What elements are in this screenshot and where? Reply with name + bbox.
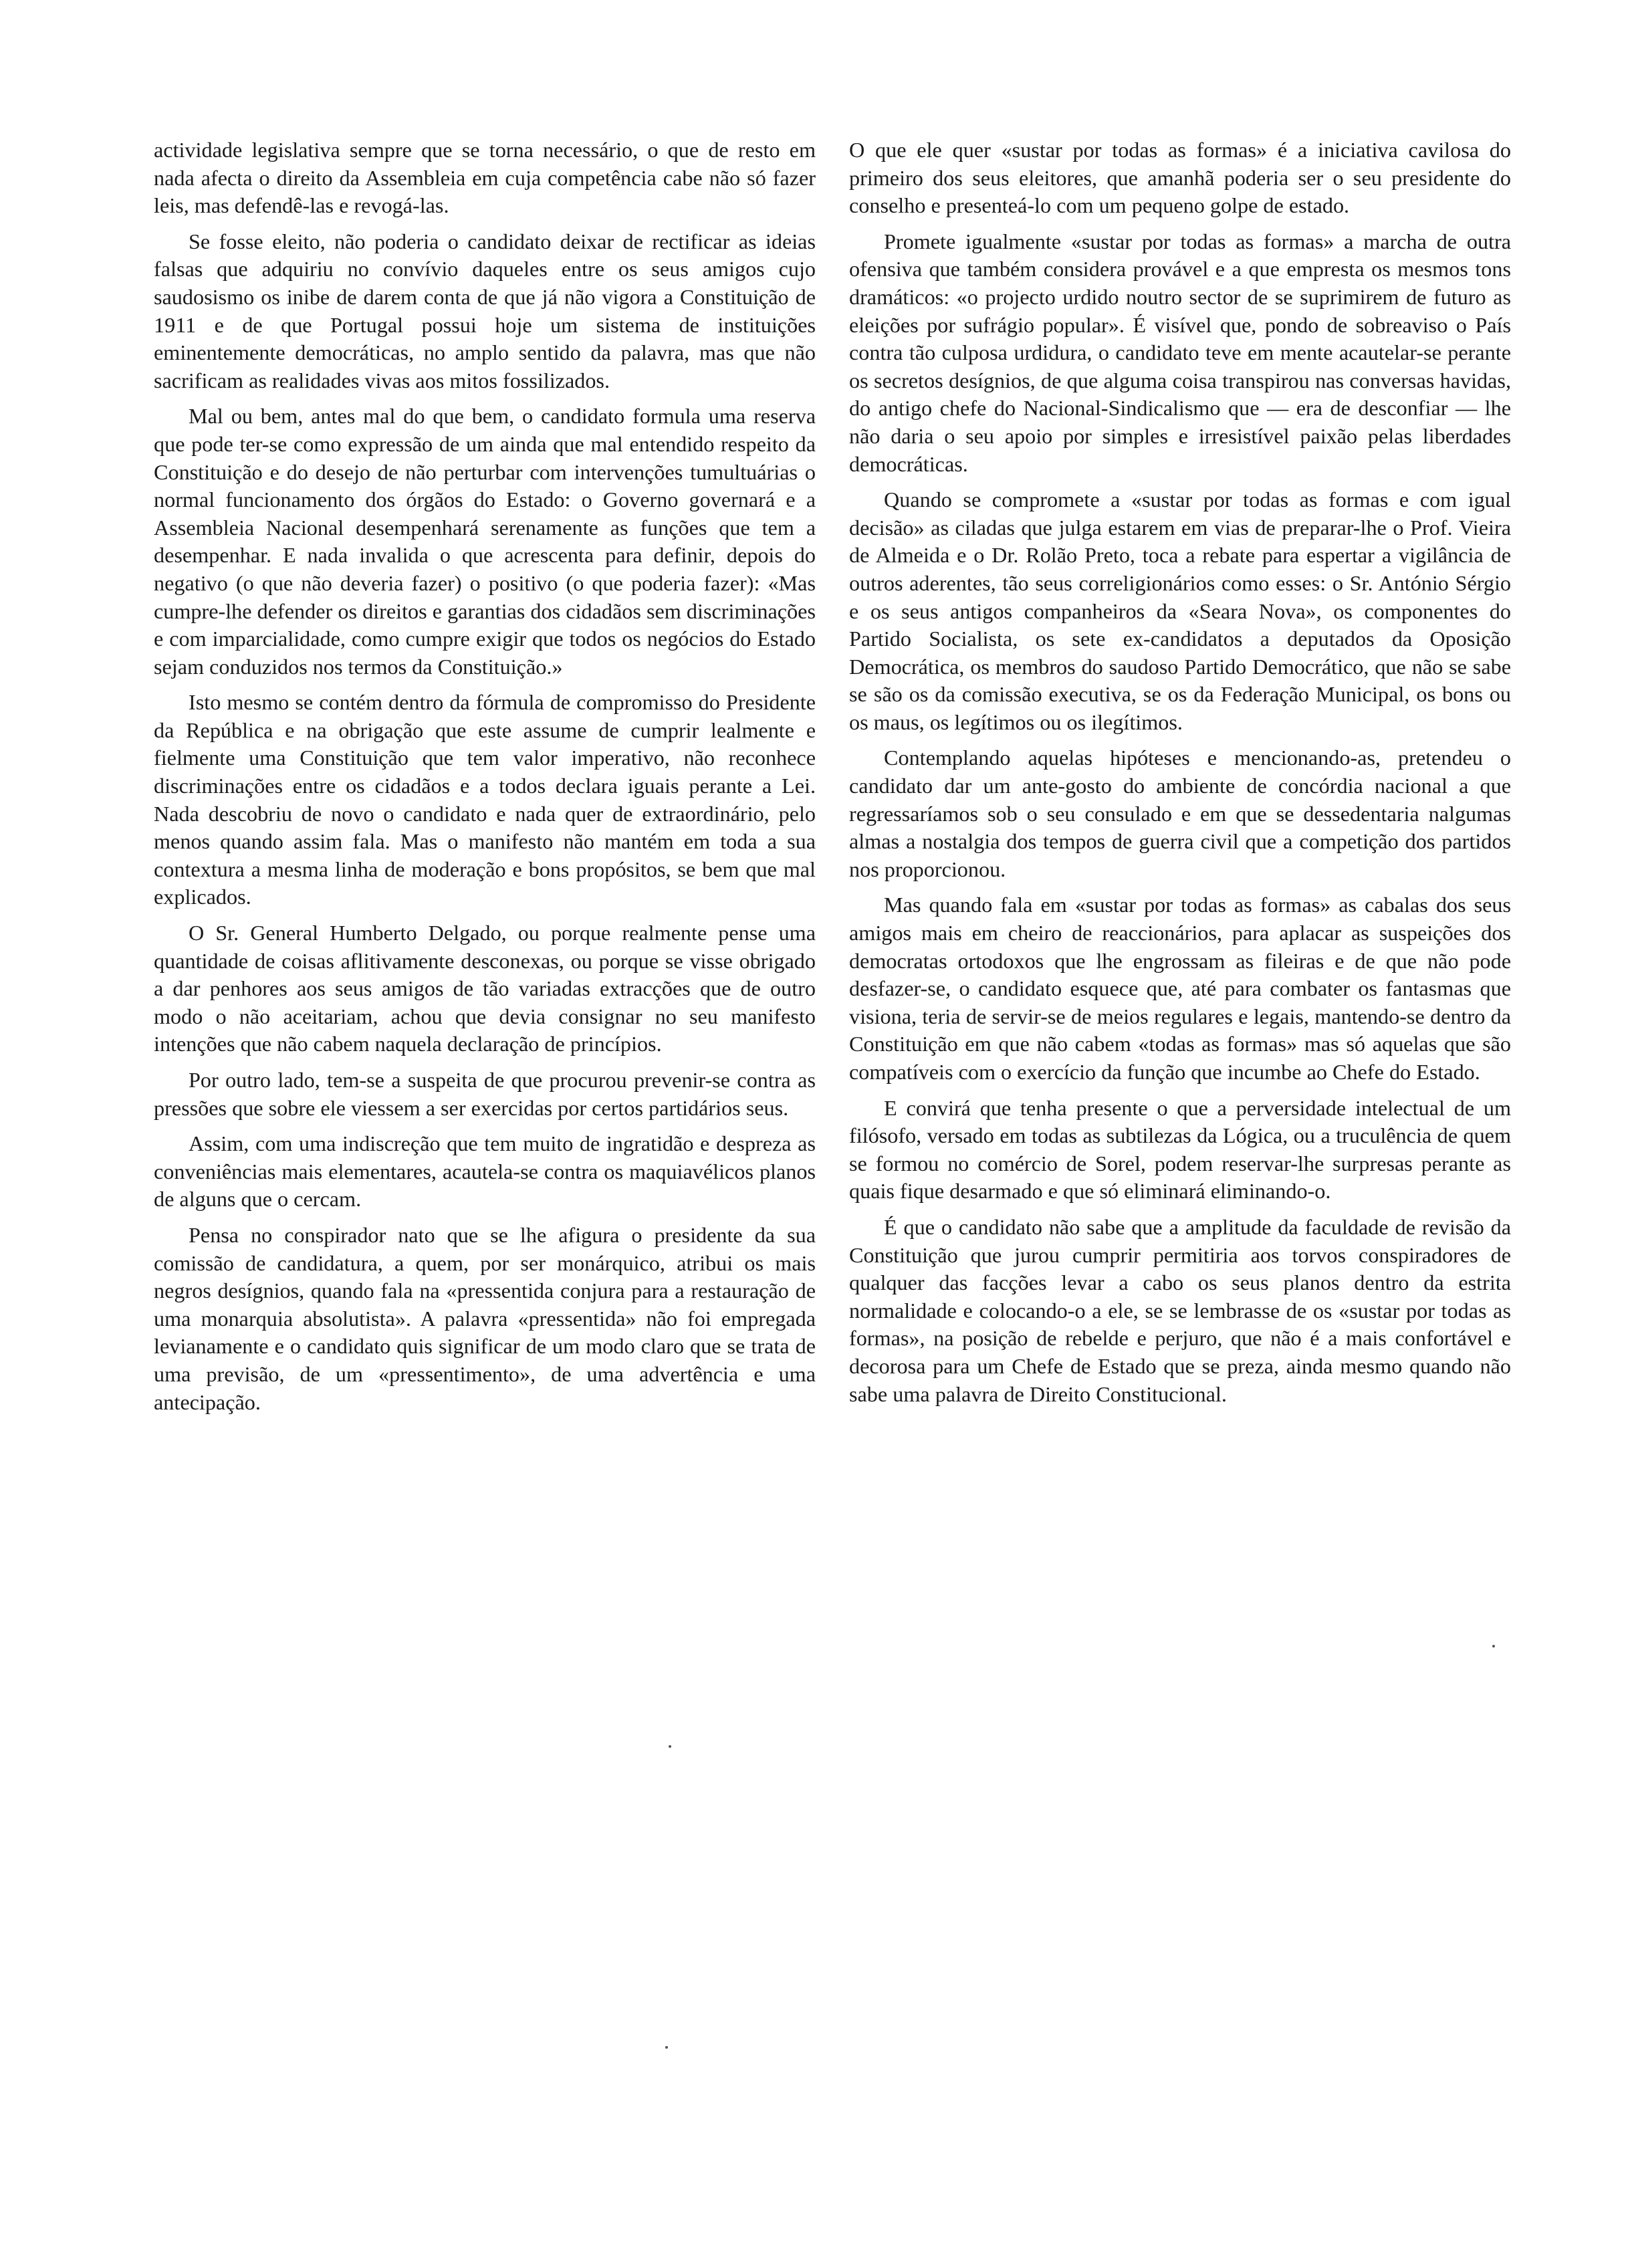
paragraph: Isto mesmo se contém dentro da fórmula de compromisso do Presidente da República e na obrigação que este assume de cumprir lealmente e fielmente uma Constituição que tem valor imperativo, não reconhece discriminações entre os cidadãos e a todos declara iguais perante a Lei. Nada descobriu de novo o candidato e nada quer de extraordinário, pelo menos quando assim fala. Mas o manifesto não mantém em toda a sua contextura a mesma linha de moderação e bons propósitos, se bem que mal explicados. <box>154 690 816 909</box>
paragraph: Se fosse eleito, não poderia o candidato deixar de rectificar as ideias falsas que adquiriu no convívio daqueles entre os seus amigos cujo saudosismo os inibe de darem conta de que já não vigora a Constituição de 1911 e de que Portugal possui hoje um sistema de instituições eminentemente democráticas, no amplo sentido da palavra, mas que não sacrificam as realidades vivas aos mitos fossilizados. <box>154 229 816 392</box>
left-text-column <box>154 136 816 1424</box>
paragraph: actividade legislativa sempre que se torna necessário, o que de resto em nada afecta o direito da Assembleia em cuja competência cabe não só fazer leis, mas defendê-las e revogá-las. <box>154 138 816 218</box>
paragraph: Promete igualmente «sustar por todas as formas» a marcha de outra ofensiva que também considera provável e a que empresta os mesmos tons dramáticos: «o projecto urdido noutro sector de se suprimirem de futuro as eleições por sufrágio popular». É visível que, pondo de sobreaviso o País contra tão culposa urdidura, o candidato teve em mente acautelar-se perante os secretos desígnios, de que alguma coisa transpirou nas conversas havidas, do antigo chefe do Nacional-Sindicalismo que — era de desconfiar — lhe não daria o seu apoio por simples e irresistível paixão pelas liberdades democráticas. <box>849 229 1511 476</box>
scan-speck <box>669 1745 671 1748</box>
paragraph: Por outro lado, tem-se a suspeita de que procurou prevenir-se contra as pressões que sobre ele viessem a ser exercidas por certos partidários seus. <box>154 1068 816 1120</box>
paragraph: O Sr. General Humberto Delgado, ou porque realmente pense uma quantidade de coisas aflitivamente desconexas, ou porque se visse obrigado a dar penhores aos seus amigos de tão variadas extracções que de outro modo o não aceitariam, achou que devia consignar no seu manifesto intenções que não cabem naquela declaração de princípios. <box>154 921 816 1056</box>
paragraph: Mas quando fala em «sustar por todas as formas» as cabalas dos seus amigos mais em cheiro de reaccionários, para aplacar as suspeições dos democratas ortodoxos que lhe engrossam as fileiras e de que não pode desfazer-se, o candidato esquece que, até para combater os fantasmas que visiona, teria de servir-se de meios regulares e legais, mantendo-se dentro da Constituição em que não cabem «todas as formas» mas só aquelas que são compatíveis com o exercício da função que incumbe ao Chefe do Estado. <box>849 893 1511 1084</box>
paragraph: Contemplando aquelas hipóteses e mencionando-as, pretendeu o candidato dar um ante-gosto do ambiente de concórdia nacional a que regressaríamos sob o seu consulado e em que se dessedentaria nalgumas almas a nostalgia dos tempos de guerra civil que a competição dos partidos nos proporcionou. <box>849 746 1511 881</box>
paragraph: O que ele quer «sustar por todas as formas» é a iniciativa cavilosa do primeiro dos seus eleitores, que amanhã poderia ser o seu presidente do conselho e presenteá-lo com um pequeno golpe de estado. <box>849 138 1511 218</box>
paragraph: Pensa no conspirador nato que se lhe afigura o presidente da sua comissão de candidatura, a quem, por ser monárquico, atribui os mais negros desígnios, quando fala na «pressentida conjura para a restauração de uma monarquia absolutista». A palavra «pressentida» não foi empregada levianamente e o candidato quis significar de um modo claro que se trata de uma previsão, de um «pressentimento», de uma advertência e uma antecipação. <box>154 1222 816 1414</box>
paragraph: É que o candidato não sabe que a amplitude da faculdade de revisão da Constituição que jurou cumprir permitiria aos torvos conspiradores de qualquer das facções levar a cabo os seus planos dentro da estrita normalidade e colocando-o a ele, se se lembrasse de os «sustar por todas as formas», na posição de rebelde e perjuro, que não é a mais confortável e decorosa para um Chefe de Estado que se preza, ainda mesmo quando não sabe uma palavra de Direito Constitucional. <box>849 1214 1511 1406</box>
paragraph: Quando se compromete a «sustar por todas as formas e com igual decisão» as ciladas que julga estarem em vias de preparar-lhe o Prof. Vieira de Almeida e o Dr. Rolão Preto, toca a rebate para espertar a vigilância de outros aderentes, tão seus correligionários como esses: o Sr. António Sérgio e os seus antigos companheiros da «Seara Nova», os componentes do Partido Socialista, os sete ex-candidatos a deputados da Oposição Democrática, os membros do saudoso Partido Democrático, que não se sabe se são os da comissão executiva, se os da Federação Municipal, os bons ou os maus, os legítimos ou os ilegítimos. <box>849 487 1511 734</box>
paragraph: Mal ou bem, antes mal do que bem, o candidato formula uma reserva que pode ter-se como expressão de um ainda que mal entendido respeito da Constituição e do desejo de não perturbar com intervenções tumultuárias o normal funcionamento dos órgãos do Estado: o Governo governará e a Assembleia Nacional desempenhará serenamente as funções que tem a desempenhar. E nada invalida o que acrescenta para definir, depois do negativo (o que não deveria fazer) o positivo (o que poderia fazer): «Mas cumpre-lhe defender os direitos e garantias dos cidadãos sem discriminações e com imparcialidade, como cumpre exigir que todos os negócios do Estado sejam conduzidos nos termos da Constituição.» <box>154 404 816 679</box>
scan-speck <box>1492 1645 1495 1648</box>
right-text-column <box>849 136 1511 1416</box>
paragraph: E convirá que tenha presente o que a perversidade intelectual de um filósofo, versado em todas as subtilezas da Lógica, ou a truculência de quem se formou no comércio de Sorel, podem reservar-lhe surpresas perante as quais fique desarmado e que só eliminará eliminando-o. <box>849 1095 1511 1204</box>
paragraph: Assim, com uma indiscreção que tem muito de ingratidão e despreza as conveniências mais elementares, acautela-se contra os maquiavélicos planos de alguns que o cercam. <box>154 1131 816 1212</box>
scan-speck <box>665 2046 668 2049</box>
